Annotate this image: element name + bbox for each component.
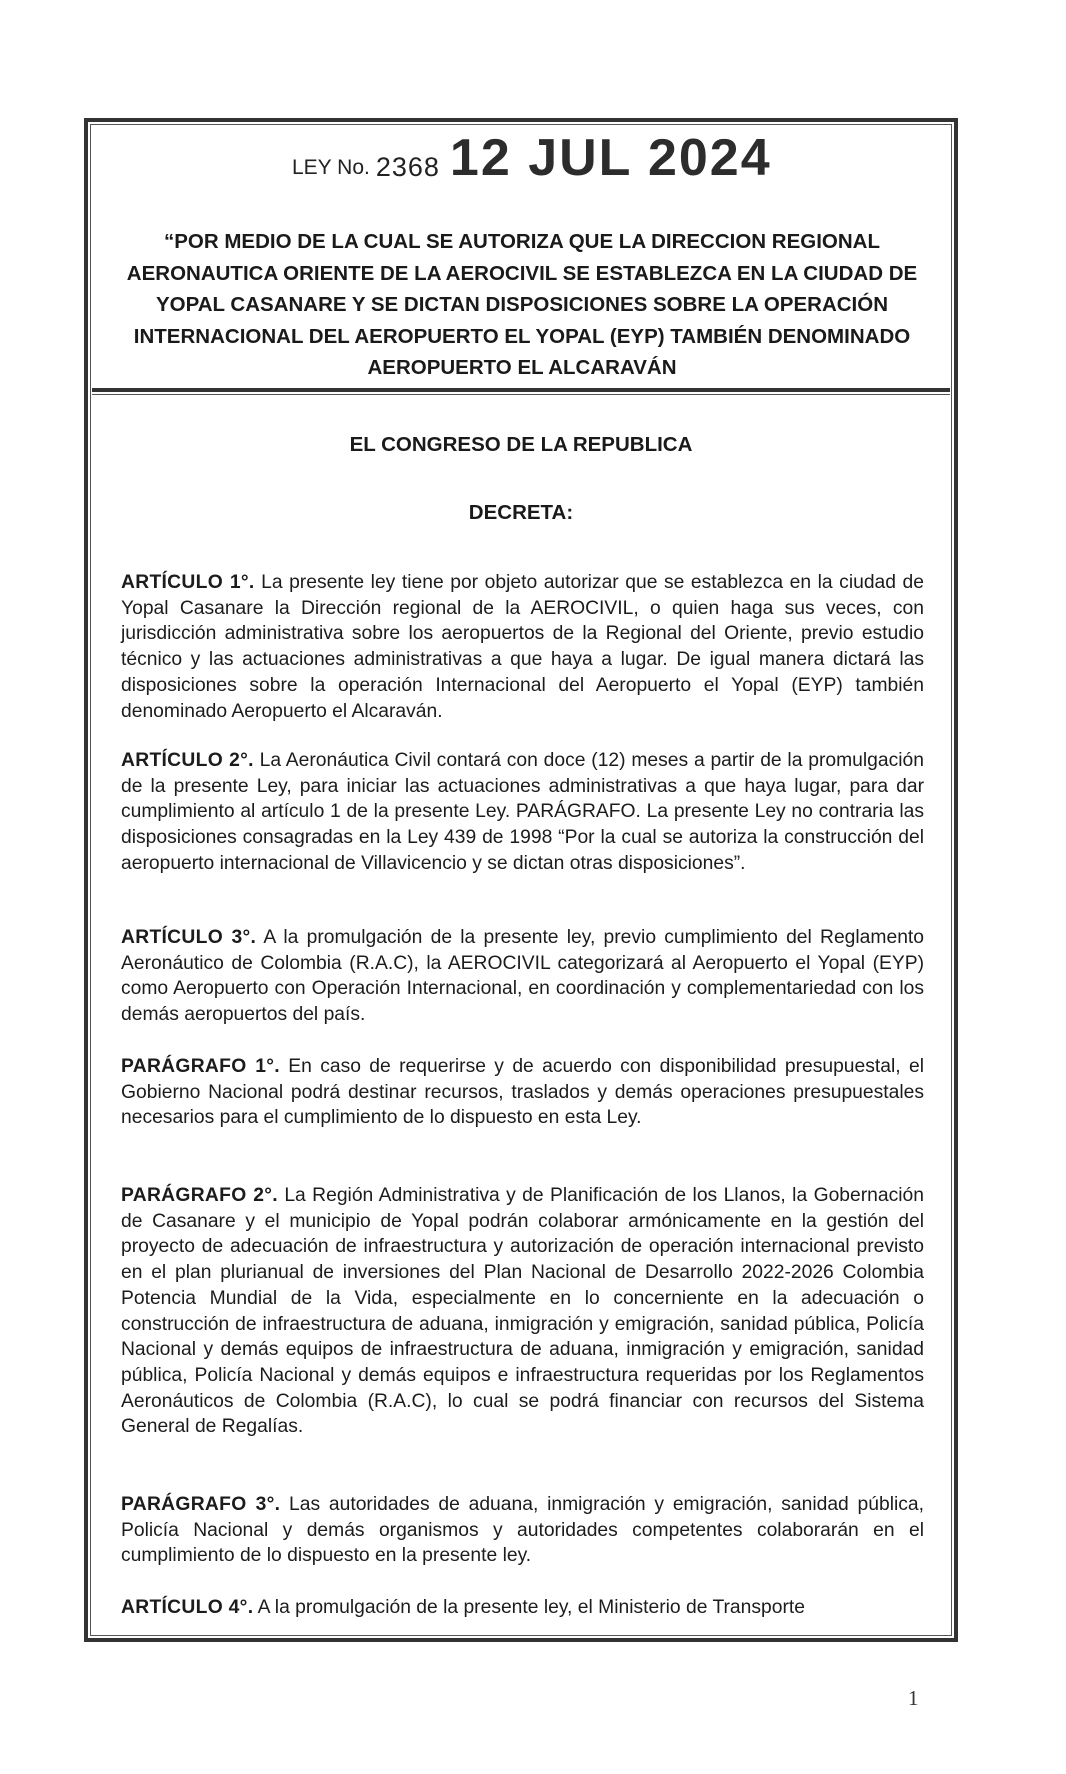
article-text: A la promulgación de la presente ley, previo cumplimiento del Reglamento Aeronáutico de Colombia (R.A.C), la AEROCIVIL categorizará al Aeropuerto el Yopal (EYP) como Aeropuerto con Operación Internacional, en coordinación y complementariedad con los demás aeropuertos del país. [121,927,924,1026]
article-3 [121,925,924,1028]
article-1 [121,570,924,724]
article-text: En caso de requerirse y de acuerdo con disponibilidad presupuestal, el Gobierno Nacional podrá destinar recursos, traslados y demás operaciones presupuestales necesarios para el cumplimiento de lo dispuesto en esta Ley. [121,1056,924,1129]
article-heading: PARÁGRAFO 2°. [121,1185,278,1206]
law-header [92,126,950,388]
header-divider-inner [92,394,950,395]
article-heading: ARTÍCULO 3°. [121,927,257,948]
decree-heading: DECRETA: [468,501,574,524]
page-number: 1 [908,1686,919,1710]
article-text: Las autoridades de aduana, inmigración y emigración, sanidad pública, Policía Nacional y demás organismos y autoridades competentes colaborarán en el cumplimiento de lo dispuesto en la presente ley. [121,1494,924,1567]
article-heading: ARTÍCULO 1°. [121,572,255,593]
header-divider [92,388,950,392]
article-text: La presente ley tiene por objeto autorizar que se establezca en la ciudad de Yopal Casanare la Dirección regional de la AEROCIVIL, o quien haga sus veces, con jurisdicción administrativa sobre los aeropuertos de la Regional del Oriente, previo estudio técnico y las actuaciones administrativas a que haya a lugar. De igual manera dictará las disposiciones sobre la operación Internacional del Aeropuerto el Yopal (EYP) también denominado Aeropuerto el Alcaraván. [121,572,924,722]
law-label: LEY No. [292,156,370,179]
article-heading: ARTÍCULO 2°. [121,750,254,771]
article-heading: PARÁGRAFO 3°. [121,1494,281,1515]
law-number: 2368 [375,152,440,182]
article-text: A la promulgación de la presente ley, el Ministerio de Transporte [253,1597,805,1618]
law-date-stamp: 12 JUL 2024 [449,129,772,187]
law-title: “POR MEDIO DE LA CUAL SE AUTORIZA QUE LA DIRECCION REGIONAL AERONAUTICA ORIENTE DE LA AEROCIVIL SE ESTABLEZCA EN LA CIUDAD DE YOPAL CASANARE Y SE DICTAN DISPOSICIONES SOBRE LA OPERACIÓN INTERNACIONAL DEL AEROPUERTO EL YOPAL (EYP) TAMBIÉN DENOMINADO AEROPUERTO EL ALCARAVÁN [126,230,918,379]
paragraph-3 [121,1492,924,1569]
article-heading: ARTÍCULO 4°. [121,1597,254,1618]
article-4 [121,1595,924,1621]
law-number-line [292,126,892,186]
article-heading: PARÁGRAFO 1°. [121,1056,280,1077]
article-text: La Región Administrativa y de Planificación de los Llanos, la Gobernación de Casanare y el municipio de Yopal podrán colaborar armónicamente en la gestión del proyecto de adecuación de infraestructura y autorización de operación internacional previsto en el plan plurianual de inversiones del Plan Nacional de Desarrollo 2022-2026 Colombia Potencia Mundial de la Vida, especialmente en lo concerniente en la adecuación o construcción de infraestructura de aduana, inmigración y emigración, sanidad pública, Policía Nacional y demás equipos de infraestructura de aduana, inmigración y emigración, sanidad pública, Policía Nacional y demás equipos e infraestructura requeridas por los Reglamentos Aeronáuticos de Colombia (R.A.C), lo cual se podrá financiar con recursos del Sistema General de Regalías. [121,1185,924,1438]
article-2 [121,748,924,877]
issuer-heading: EL CONGRESO DE LA REPUBLICA [349,433,693,456]
paragraph-2 [121,1183,924,1440]
paragraph-1 [121,1054,924,1131]
article-text: La Aeronáutica Civil contará con doce (12) meses a partir de la promulgación de la presente Ley, para iniciar las actuaciones administrativas a que haya lugar, para dar cumplimiento al artículo 1 de la presente Ley. PARÁGRAFO. La presente Ley no contraria las disposiciones consagradas en la Ley 439 de 1998 “Por la cual se autoriza la construcción del aeropuerto internacional de Villavicencio y se dictan otras disposiciones”. [121,750,924,874]
